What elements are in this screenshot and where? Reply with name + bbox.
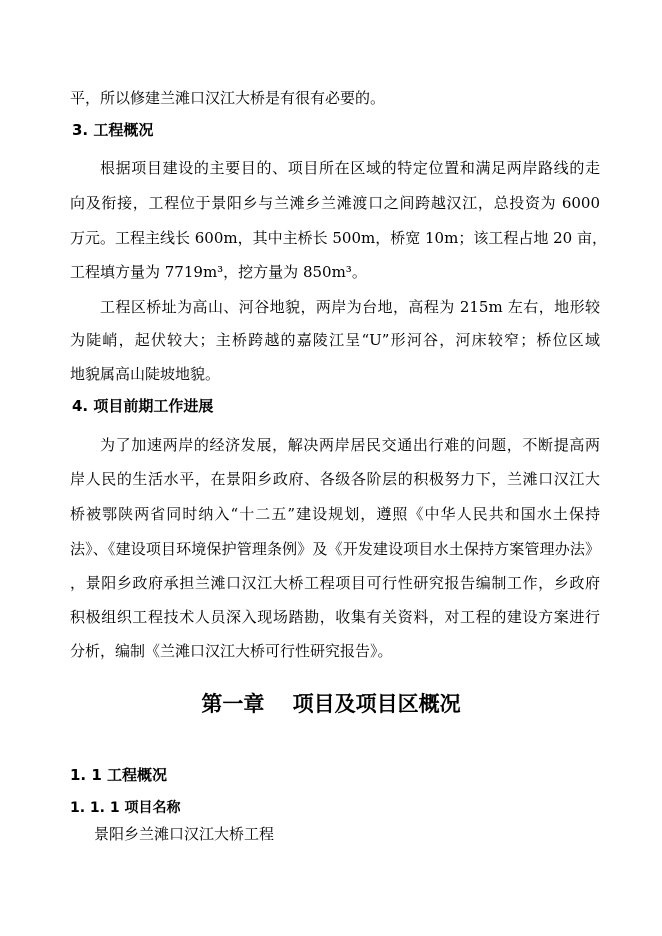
project-name: 景阳乡兰滩口汉江大桥工程: [94, 825, 275, 843]
intro-paragraph-end: 平，所以修建兰滩口汉江大桥是有很有必要的。: [70, 89, 386, 107]
section-3-heading: 3. 工程概况: [72, 121, 154, 139]
section-4-para-line: 法》、《建设项目环境保护管理条例》及《开发建设项目水土保持方案管理办法》: [70, 540, 600, 558]
section-1-1-1-heading: 1. 1. 1 项目名称: [70, 800, 181, 816]
section-3-para1-line: 万元。工程主线长 600m，其中主桥长 500m，桥宽 10m；该工程占地 20 亩，: [70, 229, 607, 247]
chapter-title: 第一章 项目及项目区概况: [201, 692, 461, 716]
section-3-para1-line: 根据项目建设的主要目的、项目所在区域的特定位置和满足两岸路线的走: [100, 159, 600, 177]
section-4-para-line: 分析，编制《兰滩口汉江大桥可行性研究报告》。: [70, 642, 393, 660]
section-4-para-line: ，景阳乡政府承担兰滩口汉江大桥工程项目可行性研究报告编制工作，乡政府: [70, 574, 600, 592]
section-1-1-heading: 1. 1 工程概况: [70, 766, 168, 784]
section-3-para2-line: 工程区桥址为高山、河谷地貌，两岸为台地，高程为 215m 左右，地形较: [100, 298, 600, 316]
section-3-para1-line: 工程填方量为 7719m³，挖方量为 850m³。: [70, 263, 367, 281]
section-3-para2-line: 为陡峭，起伏较大；主桥跨越的嘉陵江呈“U”形河谷，河床较窄；桥位区域: [70, 331, 600, 349]
section-4-para-line: 积极组织工程技术人员深入现场踏勘，收集有关资料，对工程的建设方案进行: [70, 608, 600, 626]
section-3-para1-line: 向及衔接，工程位于景阳乡与兰滩乡兰滩渡口之间跨越汉江，总投资为 6000: [70, 194, 600, 212]
section-4-heading: 4. 项目前期工作进展: [72, 397, 214, 415]
section-3-para2-line: 地貌属高山陡坡地貌。: [70, 365, 221, 383]
section-4-para-line: 岸人民的生活水平，在景阳乡政府、各级各阶层的积极努力下，兰滩口汉江大: [70, 470, 600, 488]
section-4-para-line: 为了加速两岸的经济发展，解决两岸居民交通出行难的问题，不断提高两: [100, 436, 600, 454]
section-4-para-line: 桥被鄂陕两省同时纳入“十二五”建设规划，遵照《中华人民共和国水土保持: [70, 505, 600, 523]
